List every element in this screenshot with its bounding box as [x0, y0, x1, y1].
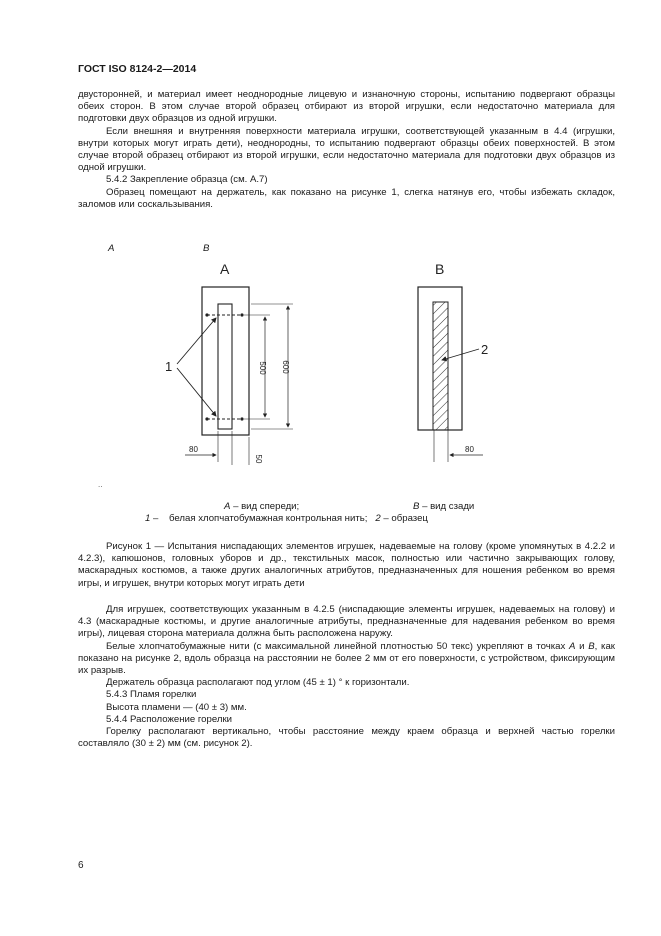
dim-600: 600	[281, 360, 290, 374]
stray-dots: ..	[98, 480, 103, 489]
section-heading: 5.4.4 Расположение горелки	[106, 713, 233, 725]
text-block-top	[78, 89, 615, 211]
specimen-front	[218, 304, 232, 429]
paragraph: Держатель образца располагают под углом (45 ± 1) ° к горизонтали.	[106, 677, 410, 689]
callout-2: 2	[481, 342, 489, 357]
thread-point	[240, 417, 243, 420]
figure-1-drawing	[0, 255, 661, 490]
dim-500: 500	[258, 361, 267, 375]
view-a-title: A	[220, 261, 230, 277]
specimen-back	[433, 302, 448, 430]
paragraph: Высота пламени — (40 ± 3) мм.	[106, 701, 247, 713]
legend-line-1b: B – вид сзади	[413, 501, 475, 512]
holder-frame-front	[202, 287, 249, 435]
paragraph: Белые хлопчатобумажные нити (с максимальной линейной плотностью 50 текс) укрепляют в точках A и B, как показано на рисунке 2, вдоль образца на расстоянии не более 2 мм от его поверхности, с устройством, фиксирующим их разрыв.	[78, 640, 615, 677]
paragraph: двусторонней, и материал имеет неоднородные лицевую и изнаночную стороны, испытанию подвергают образцы обеих сторон. В этом случае второй образец отбирают из второй игрушки, если недостаточно материала для подготовки двух образцов из одной игрушки.	[78, 89, 615, 125]
dim-80-a: 80	[189, 445, 198, 454]
section-heading: 5.4.2 Закрепление образца (см. А.7)	[106, 174, 268, 186]
dim-80-b: 80	[465, 445, 474, 454]
thread-point	[240, 313, 243, 316]
page-number: 6	[78, 860, 84, 871]
paragraph: Горелку располагают вертикально, чтобы расстояние между краем образца и верхней частью горелки составляло (30 ± 2) мм (см. рисунок 2).	[78, 726, 615, 750]
section-heading: 5.4.3 Пламя горелки	[106, 689, 197, 701]
paragraph: Для игрушек, соответствующих указанным в 4.2.5 (ниспадающие элементы игрушек, надеваемых на голову) и 4.3 (маскарадные костюмы, и другие аналогичные атрибуты, предназначенные для надевания ребенком во время игры), лицевая сторона материала должна быть расположена наружу.	[78, 604, 615, 640]
figure-label-a: A	[108, 243, 115, 254]
text-block-bottom	[78, 604, 615, 750]
dim-50: 50	[254, 454, 263, 464]
legend-line-2: 1 – белая хлопчатобумажная контрольная нить; 2 – образец	[145, 513, 428, 524]
document-header: ГОСТ ISO 8124-2—2014	[78, 63, 197, 75]
paragraph: Если внешняя и внутренняя поверхности материала игрушки, соответствующей указанным в 4.4 (игрушки, внутри которых могут играть дети), неоднородны, то испытанию подвергают образцы обеих поверхностей. В этом случае второй образец отбирают из второй игрушки, если недостаточно материала для подготовки двух образцов из одной игрушки.	[78, 125, 615, 174]
legend-line-1: A – вид спереди;	[224, 501, 300, 512]
thread-point	[205, 313, 208, 316]
figure-caption: Рисунок 1 — Испытания ниспадающих элементов игрушек, надеваемые на голову (кроме упомянутых в 4.2.2 и 4.2.3), капюшонов, головных уборов и др., текстильных масок, полностью или частично закрывающих голову, маскарадных костюмов, а также других аналогичных атрибутов, предназначенных для ношения ребенком во время игры, и игрушек, внутри которых могут играть дети	[78, 541, 615, 589]
thread-point	[205, 417, 208, 420]
view-b-title: B	[435, 261, 445, 277]
figure-label-b: B	[203, 243, 210, 254]
callout-1: 1	[165, 359, 173, 374]
paragraph: Образец помещают на держатель, как показано на рисунке 1, слегка натянув его, чтобы избежать складок, заломов или соскальзывания.	[78, 186, 615, 210]
